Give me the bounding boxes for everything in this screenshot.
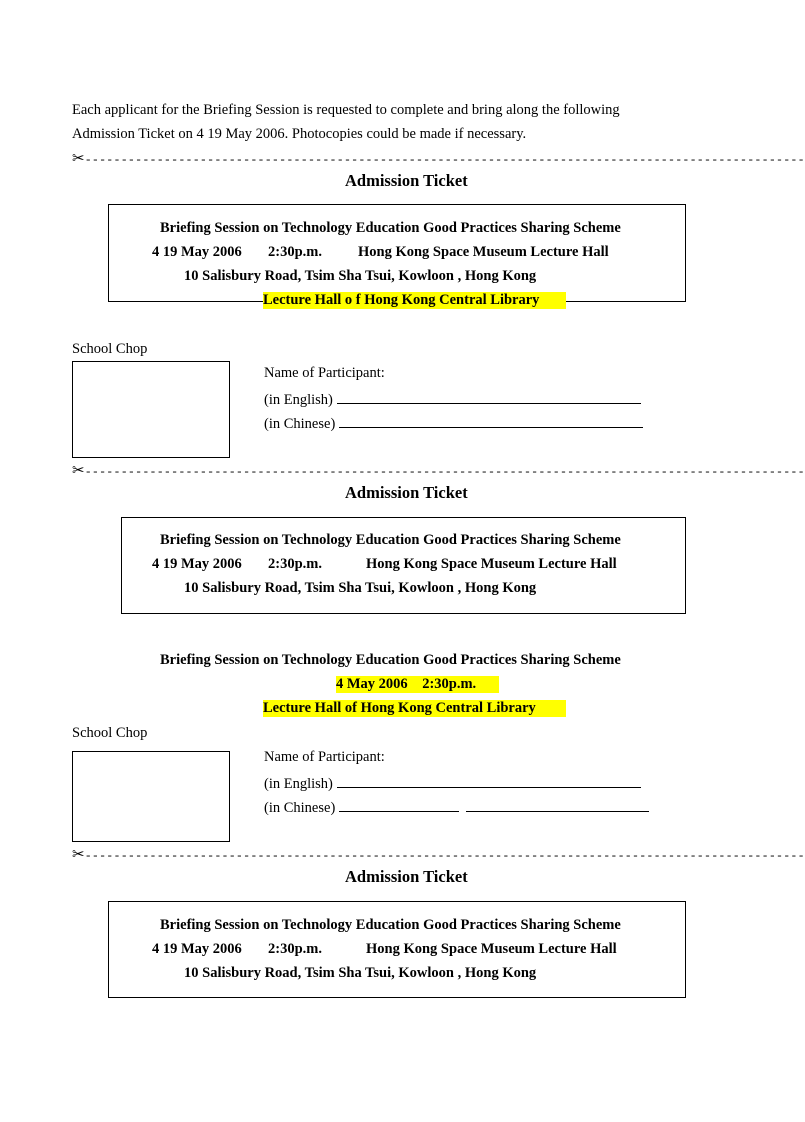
chinese-label: (in Chinese) bbox=[264, 800, 336, 816]
english-name-line[interactable] bbox=[337, 389, 641, 404]
session-address: 10 Salisbury Road, Tsim Sha Tsui, Kowloon , Hong Kong bbox=[184, 580, 537, 596]
cut-line bbox=[72, 845, 805, 863]
school-chop-label: School Chop bbox=[72, 341, 148, 357]
session-venue: Hong Kong Space Museum Lecture Hall bbox=[358, 244, 609, 260]
english-label: (in English) bbox=[264, 392, 333, 408]
highlighted-time: 2:30p.m. bbox=[422, 676, 477, 692]
scissors-icon: ✂ bbox=[72, 461, 85, 479]
cut-line bbox=[72, 149, 805, 167]
session-name: Briefing Session on Technology Education Good Practices Sharing Scheme bbox=[160, 917, 621, 933]
english-name-line[interactable] bbox=[337, 773, 641, 788]
highlighted-venue: Lecture Hall of Hong Kong Central Library bbox=[263, 700, 566, 717]
session-time: 2:30p.m. bbox=[268, 556, 322, 572]
school-chop-label: School Chop bbox=[72, 725, 148, 741]
chinese-label: (in Chinese) bbox=[264, 416, 336, 432]
session-name: Briefing Session on Technology Education Good Practices Sharing Scheme bbox=[160, 652, 621, 668]
session-name: Briefing Session on Technology Education Good Practices Sharing Scheme bbox=[160, 220, 621, 236]
school-chop-box[interactable] bbox=[72, 361, 230, 458]
ticket-title: Admission Ticket bbox=[345, 867, 468, 886]
chinese-name-line[interactable] bbox=[339, 797, 459, 812]
english-name-field bbox=[264, 773, 641, 793]
session-time: 2:30p.m. bbox=[268, 244, 322, 260]
chinese-name-field bbox=[264, 797, 649, 817]
session-venue: Hong Kong Space Museum Lecture Hall bbox=[366, 941, 617, 957]
scissors-icon: ✂ bbox=[72, 845, 85, 863]
participant-name-label: Name of Participant: bbox=[264, 749, 385, 765]
scissors-icon: ✂ bbox=[72, 149, 85, 167]
highlighted-date-time bbox=[336, 676, 499, 693]
chinese-name-line[interactable] bbox=[466, 797, 649, 812]
highlighted-venue: Lecture Hall o f Hong Kong Central Library bbox=[263, 292, 566, 309]
dashed-line: ---------------------------------------------------------------------------------------------------- bbox=[84, 153, 805, 167]
session-date: 4 19 May 2006 bbox=[152, 556, 242, 572]
highlighted-date: 4 May 2006 bbox=[336, 676, 408, 692]
intro-line-1: Each applicant for the Briefing Session is requested to complete and bring along the following bbox=[72, 102, 620, 118]
dashed-line: ---------------------------------------------------------------------------------------------------- bbox=[84, 465, 805, 479]
english-label: (in English) bbox=[264, 776, 333, 792]
session-name: Briefing Session on Technology Education Good Practices Sharing Scheme bbox=[160, 532, 621, 548]
ticket-title: Admission Ticket bbox=[345, 171, 468, 190]
ticket-title: Admission Ticket bbox=[345, 483, 468, 502]
dashed-line: ---------------------------------------------------------------------------------------------------- bbox=[84, 849, 805, 863]
session-address: 10 Salisbury Road, Tsim Sha Tsui, Kowloon , Hong Kong bbox=[184, 965, 537, 981]
session-venue: Hong Kong Space Museum Lecture Hall bbox=[366, 556, 617, 572]
school-chop-box[interactable] bbox=[72, 751, 230, 842]
session-date: 4 19 May 2006 bbox=[152, 941, 242, 957]
english-name-field bbox=[264, 389, 641, 409]
chinese-name-line[interactable] bbox=[339, 413, 643, 428]
intro-line-2: Admission Ticket on 4 19 May 2006. Photocopies could be made if necessary. bbox=[72, 126, 527, 142]
session-address: 10 Salisbury Road, Tsim Sha Tsui, Kowloon , Hong Kong bbox=[184, 268, 537, 284]
chinese-name-field bbox=[264, 413, 643, 433]
participant-name-label: Name of Participant: bbox=[264, 365, 385, 381]
session-time: 2:30p.m. bbox=[268, 941, 322, 957]
intro-text bbox=[72, 98, 701, 146]
session-date: 4 19 May 2006 bbox=[152, 244, 242, 260]
cut-line bbox=[72, 461, 805, 479]
